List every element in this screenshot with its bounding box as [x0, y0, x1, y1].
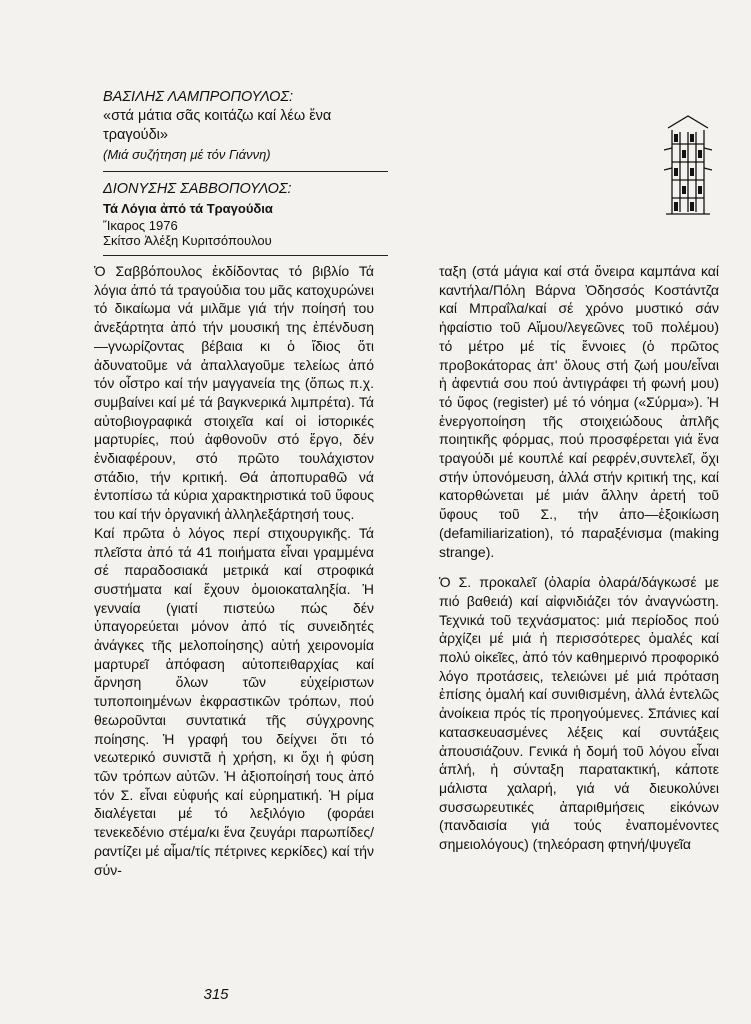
publisher: Ἴκαρος 1976 [103, 218, 178, 233]
title-1: «στά μάτια σᾶς κοιτάζω καί λέω ἕνα τραγούδι» [103, 108, 332, 143]
divider-2 [103, 255, 388, 256]
author-2: ΔΙΟΝΥΣΗΣ ΣΑΒΒΟΠΟΥΛΟΣ: [103, 181, 292, 197]
divider-1 [103, 171, 388, 172]
review-header [103, 88, 393, 264]
left-paragraph-1: Ὁ Σαββόπουλος ἐκδίδοντας τό βιβλίο Τά λόγια ἀπό τά τραγούδια του μᾶς κατοχυρώνει τό δικαίωμα νά μιλᾶμε γιά τήν ποίησή του ἀνεξάρτητα ἀπό τήν μουσική της ἐπένδυση—γνωρίζοντας βέβαια κι ὁ ἴδιος ὅτι ἀδυνατοῦμε νά ἀπαλλαγοῦμε τελείως ἀπό τόν οἶστρο καί τήν μαγγανεία της (ὅπως π.χ. συμβαίνει καί μέ τά βαγκνερικά λιμπρέτα). Τά αὐτοβιογραφικά στοιχεῖα καί οἱ ἱστορικές μαρτυρίες, πού ἀφθονοῦν στό ἔργο, δέν ἐνδιαφέρουν, στό πρῶτο τουλάχιστον στάδιο, τήν κριτική. Θά ἀποπυραθῶ νά ἐντοπίσω τά κύρια χαρακτηριστικά τοῦ ὕφους του καί τήν ὀργανική ἀλληλεξάρτησή τους. [94, 263, 374, 523]
page-number: 315 [203, 986, 229, 1003]
right-paragraph-2: Ὁ Σ. προκαλεῖ (ὀλαρία ὀλαρά/δάγκωσέ με πιό βαθειά) καί αἰφνιδιάζει τόν ἀναγνώστη. Τεχνικά τοῦ τεχνάσματος: μιά περίοδος πού ἀρχίζει μέ μιά ἡ περισσότερες ὁμαλές καί πολύ οἰκεῖες, ἀπό τόν καθημερινό προφορικό λόγο προτάσεις, τελειώνει μέ μιά πρόταση ἐπίσης ὁμαλή καί συνιθισμένη, ἀλλά ἐντελῶς ἀνοίκεια πρός τίς προηγούμενες. Σπάνιες καί κατασκευασμένες λέξεις καί συντάξεις ἀπουσιάζουν. Γενικά ἡ δομή τοῦ λόγου εἶναι ἁπλή, ἡ σύνταξη παρατακτική, κάποτε μάλιστα χαλαρή, γιά νά διευκολύνει συσσωρευτικές ἀπαριθμήσεις εἰκόνων (πανδαισία γιά τούς ἐναπομένοντες σημειολόγους) (τηλεόραση φτηνή/ψυγεῖα [439, 574, 719, 853]
sketch-credit: Σκίτσο Ἀλέξη Κυριτσόπουλου [103, 233, 272, 248]
building-sketch-icon [662, 110, 714, 220]
subtitle-1: (Μιά συζήτηση μέ τόν Γιάννη) [103, 147, 271, 162]
title-2: Τά Λόγια ἀπό τά Τραγούδια [103, 201, 273, 216]
left-paragraph-2: Καί πρῶτα ὁ λόγος περί στιχουργικῆς. Τά πλεῖστα ἀπό τά 41 ποιήματα εἶναι γραμμένα σέ παραδοσιακά μετρικά καί στροφικά συστήματα καί ἔχουν ὁμοιοκαταληξία. Ἡ γενναία (γιατί πιστεύω πώς δέν ὑπαγορεύεται μόνον ἀπό τίς συνειδητές ἀνάγκες τῆς μελοποίησης) αὐτή χειρονομία μαρτυρεῖ ἀπόφαση αὐτοπειθαρχίας καί ἄρνηση ὅλων τῶν εὐχείριστων τυποποιημένων ἐκφραστικῶν τρόπων, πού θεωροῦνται συντατικά τῆς σύγχρονης ποίησης. Ἡ γραφή του δείχνει ὅτι τό νεωτερικό συνιστᾶ ἡ χρήση, κι ὄχι ἡ φύση τῶν τρόπων αὐτῶν. Ἡ ἀξιοποίησή τους ἀπό τόν Σ. εἶναι εὐφυής καί εὐρηματική. Ἡ ρίμα διαλέγεται μέ τό λεξιλόγιο (φοράει τενεκεδένιο στέμα/κι ἕνα ζευγάρι παρωπίδες/ραντίζει μέ αἷμα/τίς πέτρινες κερκίδες) καί τήν σύν- [94, 524, 374, 878]
right-column [439, 262, 719, 854]
author-1: ΒΑΣΙΛΗΣ ΛΑΜΠΡΟΠΟΥΛΟΣ: [103, 89, 294, 105]
left-column [94, 262, 374, 879]
right-paragraph-1: ταξη (στά μάγια καί στά ὄνειρα καμπάνα καί καντήλα/Πόλη Βάρνα Ὀδησσός Κοστάντζα καί Μπραΐλα/καί σέ χρόνο μυστικό σάν ἡφαίστιο τοῦ Αἴμου/λεγεῶνες τοῦ πολέμου) τό μέτρο μέ τίς ἔννοιες (ὁ πρῶτος προβοκάτορας ἀπ' ὅλους στή ζωή μου/εἶναι ἡ ἀφεντιά σου πού ἀντιγράφει τή φωνή μου) τό ὕφος (register) μέ τό νόημα («Σύρμα»). Ἡ ἐνεργοποίηση τῆς στοιχειώδους ἁπλῆς ποιητικῆς φόρμας, πού προσφέρεται γιά ἕνα τραγούδι μέ κουπλέ καί ρεφρέν,συντελεῖ, ὄχι στήν ὑπονόμευση, ἀλλά στήν κριτική της, καί κατορθώνεται μέ μιάν ἄλλην ἀρετή τοῦ ὕφους τοῦ Σ., τήν ἀπο—ἐξοικίωση (defamiliarization), τό παραξένισμα (making strange). [439, 263, 719, 560]
